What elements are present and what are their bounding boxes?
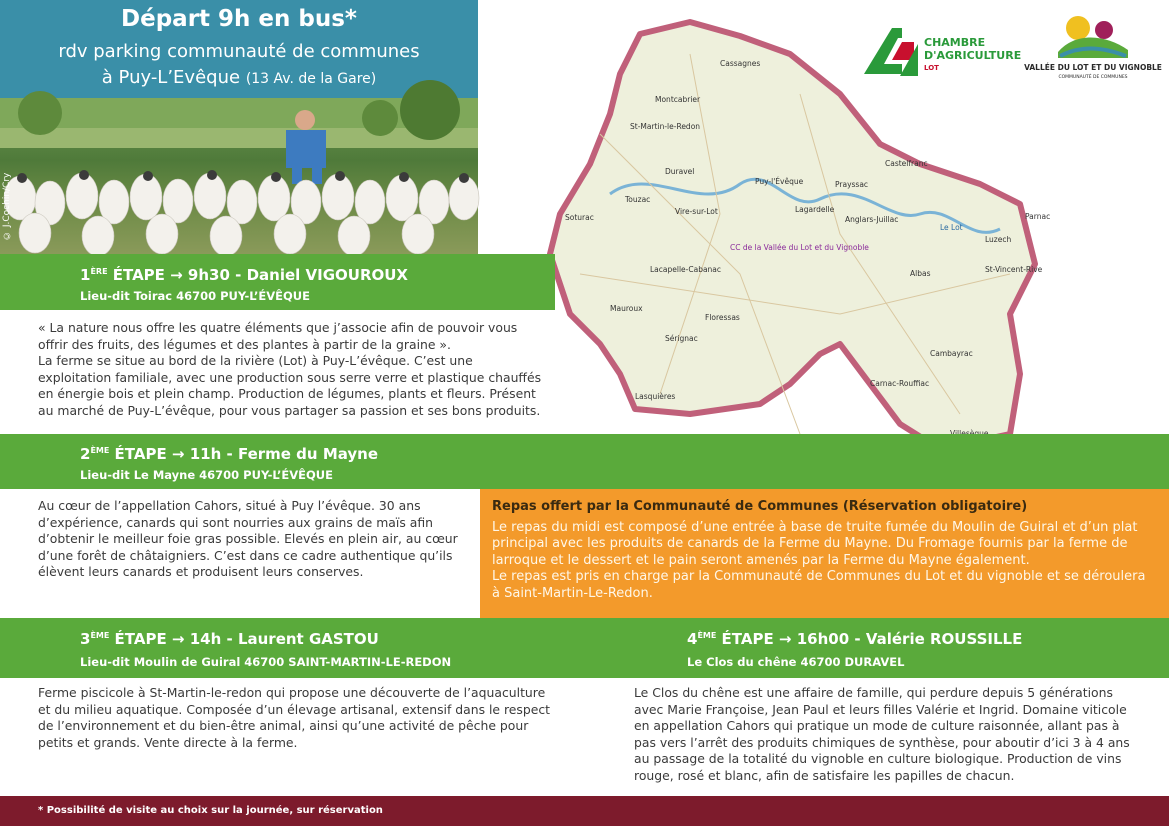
stage-3-location: Lieu-dit Moulin de Guiral 46700 SAINT-MARTIN-LE-REDON — [80, 655, 452, 669]
svg-text:CHAMBRE: CHAMBRE — [924, 36, 986, 49]
chambre-agriculture-logo — [862, 24, 1022, 78]
svg-text:Floressas: Floressas — [705, 313, 740, 322]
svg-text:St-Vincent-Rive: St-Vincent-Rive — [985, 265, 1043, 274]
svg-text:Sérignac: Sérignac — [665, 334, 698, 343]
svg-text:Luzech: Luzech — [985, 235, 1012, 244]
svg-text:Anglars-Juillac: Anglars-Juillac — [845, 215, 899, 224]
footer-note: * Possibilité de visite au choix sur la journée, sur réservation — [38, 805, 383, 816]
svg-text:D'AGRICULTURE: D'AGRICULTURE — [924, 49, 1022, 62]
stage-4-description: Le Clos du chêne est une affaire de famille, qui perdure depuis 5 générations avec Marie Françoise, Jean Paul et leurs filles Valérie et Ingrid. Domaine viticole en appellation Cahors qui pratique un mode de culture raisonnée, allant pas à pas vers l’arrêt des produits chimiques de synthèse, pour aboutir d’ici 3 à 4 ans au passage de la totalité du vignoble en culture biologique. Production de vins rouge, rosé et blanc, afin de satisfaire les papilles de chacun. — [634, 685, 1130, 783]
territory-map — [540, 14, 1051, 454]
vallee-lot-vignoble-logo — [1024, 12, 1162, 82]
map-outline — [550, 22, 1035, 449]
stage-2-band — [0, 434, 1169, 489]
svg-text:Soturac: Soturac — [565, 213, 594, 222]
stage-1-band — [0, 254, 555, 310]
svg-text:Puy-l'Évêque: Puy-l'Évêque — [755, 177, 804, 186]
svg-text:Lacapelle-Cabanac: Lacapelle-Cabanac — [650, 265, 722, 274]
svg-text:Touzac: Touzac — [625, 195, 651, 204]
meeting-town: à Puy-L’Evêque (13 Av. de la Gare) — [101, 67, 377, 88]
svg-text:Montcabrier: Montcabrier — [655, 95, 701, 104]
svg-text:Cambayrac: Cambayrac — [930, 349, 973, 358]
stage-1-location: Lieu-dit Toirac 46700 PUY-L’ÉVÊQUE — [80, 289, 310, 303]
meeting-point: rdv parking communauté de communes — [58, 41, 420, 62]
svg-text:Carnac-Rouffiac: Carnac-Rouffiac — [870, 379, 930, 388]
svg-text:Lasquières: Lasquières — [635, 392, 676, 401]
svg-text:Mauroux: Mauroux — [610, 304, 643, 313]
ducks-illustration — [0, 98, 478, 254]
svg-text:Castelfranc: Castelfranc — [885, 159, 928, 168]
stage-2-location: Lieu-dit Le Mayne 46700 PUY-L’ÉVÊQUE — [80, 468, 333, 482]
ducks-photo — [0, 98, 478, 254]
svg-text:Vire-sur-Lot: Vire-sur-Lot — [675, 207, 718, 216]
stage-1-description: « La nature nous offre les quatre éléments que j’associe afin de pouvoir vous offrir des fruits, des légumes et des plantes à partir de la graine ». La ferme se situe au bord de la rivière (Lot) à Puy-L’évêque. C’est une exploitation familiale, avec une production sous serre verre et plastique chauffés en énergie bois et plein champ. Production de légumes, plants et fleurs. Présent au marché de Puy-L’évêque, pour vous partager sa passion et ses bons produits. — [38, 320, 542, 418]
stage-3-description: Ferme piscicole à St-Martin-le-redon qui propose une découverte de l’aquaculture et du milieu aquatique. Composée d’un élevage artisanal, extensif dans le respect de l’environnement et du bien-être animal, ainsi qu’une activité de pêche pour petits et grands. Vente directe à la ferme. — [38, 685, 551, 750]
stage-1-title: 1ÈRE ÉTAPE → 9h30 - Daniel VIGOUROUX — [80, 266, 408, 284]
departure-title: Départ 9h en bus* — [121, 6, 357, 32]
stage-4-location: Le Clos du chêne 46700 DURAVEL — [687, 655, 905, 669]
stage-3-4-band — [0, 618, 1169, 678]
stage-2-description: Au cœur de l’appellation Cahors, situé à Puy l’évêque. 30 ans d’expérience, canards qui sont nourries aux grains de maïs afin d’obtenir le meilleur foie gras possible. Elevés en plein air, au cœur d’une forêt de châtaigniers. C’est dans ce cadre authentique qu’ils élèvent leurs canards et produisent leurs conserves. — [38, 498, 458, 580]
stage-2-title: 2ÈME ÉTAPE → 11h - Ferme du Mayne — [80, 445, 379, 463]
meal-heading: Repas offert par la Communauté de Communes (Réservation obligatoire) — [492, 499, 1028, 514]
header-banner — [0, 0, 478, 98]
svg-text:Cassagnes: Cassagnes — [720, 59, 761, 68]
svg-text:St-Martin-le-Redon: St-Martin-le-Redon — [630, 122, 701, 131]
svg-text:Parnac: Parnac — [1025, 212, 1051, 221]
svg-text:CC de la Vallée du Lot et du V: CC de la Vallée du Lot et du Vignoble — [730, 243, 869, 252]
svg-text:COMMUNAUTÉ DE COMMUNES: COMMUNAUTÉ DE COMMUNES — [1058, 75, 1128, 80]
svg-text:LOT: LOT — [924, 64, 939, 72]
svg-text:Albas: Albas — [910, 269, 931, 278]
svg-text:Duravel: Duravel — [665, 167, 695, 176]
svg-text:VALLÉE DU LOT ET DU VIGNOBLE: VALLÉE DU LOT ET DU VIGNOBLE — [1024, 63, 1162, 72]
stage-4-title: 4ÈME ÉTAPE → 16h00 - Valérie ROUSSILLE — [687, 630, 1023, 648]
photo-credit: © J.Cochin/Cry — [2, 172, 12, 240]
footer-bar — [0, 796, 1169, 826]
svg-text:Le Lot: Le Lot — [940, 223, 963, 232]
stage-3-title: 3ÈME ÉTAPE → 14h - Laurent GASTOU — [80, 630, 379, 648]
meal-description: Le repas du midi est composé d’une entrée à base de truite fumée du Moulin de Guiral et d’un plat principal avec les produits de canards de la Ferme du Mayne. Du Fromage fournis par la ferme de larroque et le dessert et le pain seront amenés par la Ferme du Mayne également. Le repas est pris en charge par la Communauté de Communes du Lot et du vignoble et se déroulera à Saint-Martin-Le-Redon. — [492, 520, 1146, 601]
svg-text:Prayssac: Prayssac — [835, 180, 869, 189]
svg-text:Lagardelle: Lagardelle — [795, 205, 835, 214]
meal-info-box — [480, 489, 1169, 618]
